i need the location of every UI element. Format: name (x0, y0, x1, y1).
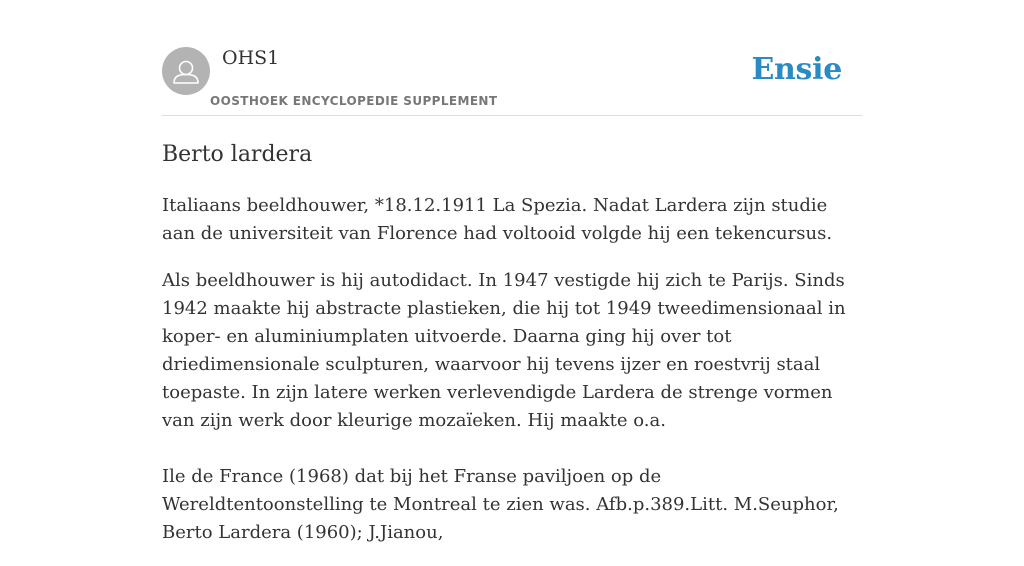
source-subtitle[interactable]: OOSTHOEK ENCYCLOPEDIE SUPPLEMENT (210, 94, 498, 108)
article-paragraph: Italiaans beeldhouwer, *18.12.1911 La Spezia. Nadat Lardera zijn studie aan de universiteit van Florence had voltooid volgde hij een tekencursus. (162, 195, 833, 244)
article-paragraph: Ile de France (1968) dat bij het Franse paviljoen op de Wereldtentoonstelling te Montreal te zien was. Afb.p.389.Litt. M.Seuphor, Berto Lardera (1960); J.Jianou, (162, 466, 839, 543)
header (162, 0, 862, 116)
article-title: Berto lardera (162, 142, 313, 167)
source-avatar[interactable] (162, 47, 210, 95)
source-name[interactable]: OHS1 (222, 47, 280, 69)
user-icon (162, 47, 210, 95)
brand-logo[interactable]: Ensie (751, 52, 842, 87)
article-body (162, 192, 862, 566)
article-paragraph: Als beeldhouwer is hij autodidact. In 1947 vestigde hij zich te Parijs. Sinds 1942 maakte hij abstracte plastieken, die hij tot 1949 tweedimensionaal in koper- en aluminiumplaten uitvoerde. Daarna ging hij over tot driedimensionale sculpturen, waarvoor hij tevens ijzer en roestvrij staal toepaste. In zijn latere werken verlevendigde Lardera de strenge vormen van zijn werk door kleurige mozaïeken. Hij maakte o.a. (162, 270, 846, 431)
